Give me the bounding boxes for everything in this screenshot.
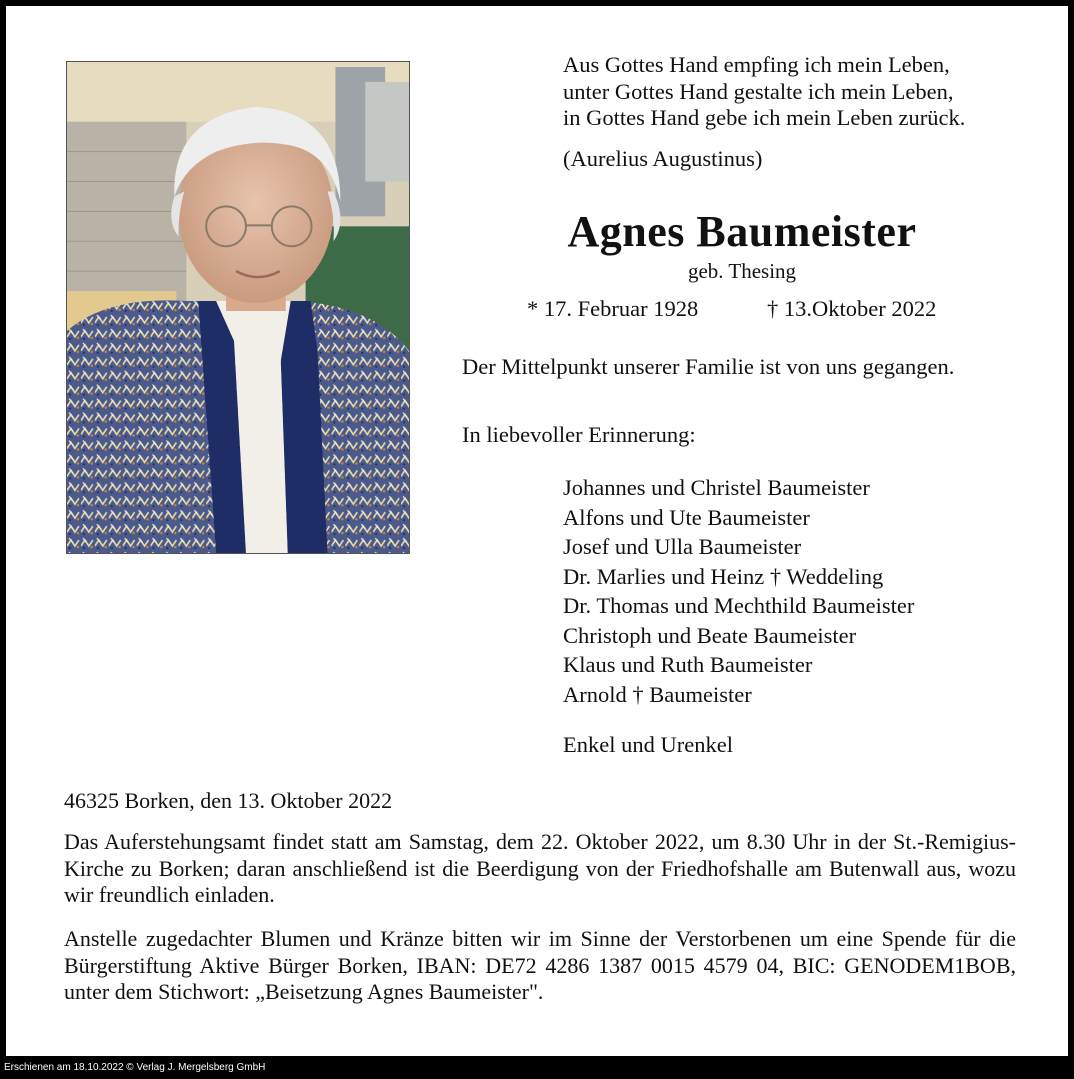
funeral-service-paragraph: Das Auferstehungsamt findet statt am Samstag, dem 22. Oktober 2022, um 8.30 Uhr in der St.-Remigius-Kirche zu Borken; daran anschließend ist die Beerdigung von der Friedhofshalle am Butenwall aus, wozu wir freundlich einladen. — [64, 829, 1016, 907]
bible-quote — [563, 52, 965, 132]
grandchildren-line: Enkel und Urenkel — [563, 732, 733, 757]
deceased-name: Agnes Baumeister — [567, 207, 917, 256]
memory-label: In liebevoller Erinnerung: — [462, 422, 696, 447]
mourner-entry: Dr. Thomas und Mechthild Baumeister — [563, 593, 915, 618]
obituary-card — [6, 6, 1068, 1056]
tribute-line: Der Mittelpunkt unserer Familie ist von uns gegangen. — [462, 354, 955, 379]
mourners-list — [563, 473, 914, 709]
mourner-entry: Christoph und Beate Baumeister — [563, 622, 857, 648]
death-date: † 13.Oktober 2022 — [767, 296, 937, 321]
publication-footer: Erschienen am 18.10.2022 © Verlag J. Mergelsberg GmbH — [4, 1062, 266, 1073]
portrait-photo — [66, 61, 410, 554]
mourner-entry: Arnold † Baumeister — [563, 681, 752, 707]
maiden-name: geb. Thesing — [687, 259, 797, 283]
mourner-entry: Johannes und Christel Baumeister — [563, 475, 870, 500]
place-date: 46325 Borken, den 13. Oktober 2022 — [64, 788, 393, 813]
quote-line: Aus Gottes Hand empfing ich mein Leben, — [563, 52, 950, 77]
mourner-entry: Alfons und Ute Baumeister — [563, 504, 810, 530]
quote-line: unter Gottes Hand gestalte ich mein Leben, — [563, 78, 954, 104]
mourner-entry: Josef und Ulla Baumeister — [563, 534, 802, 559]
birth-date: * 17. Februar 1928 — [527, 296, 699, 321]
mourner-entry: Klaus und Ruth Baumeister — [563, 652, 813, 677]
quote-author: (Aurelius Augustinus) — [563, 146, 763, 171]
donation-paragraph: Anstelle zugedachter Blumen und Kränze bitten wir im Sinne der Verstorbenen um eine Spende für die Bürgerstiftung Aktive Bürger Borken, IBAN: DE72 4286 1387 0015 4579 04, BIC: GENODEM1BOB, unter dem Stichwort: „Beisetzung Agnes Baumeister". — [64, 926, 1016, 1004]
quote-line: in Gottes Hand gebe ich mein Leben zurück. — [563, 105, 966, 130]
mourner-entry: Dr. Marlies und Heinz † Weddeling — [563, 563, 884, 589]
